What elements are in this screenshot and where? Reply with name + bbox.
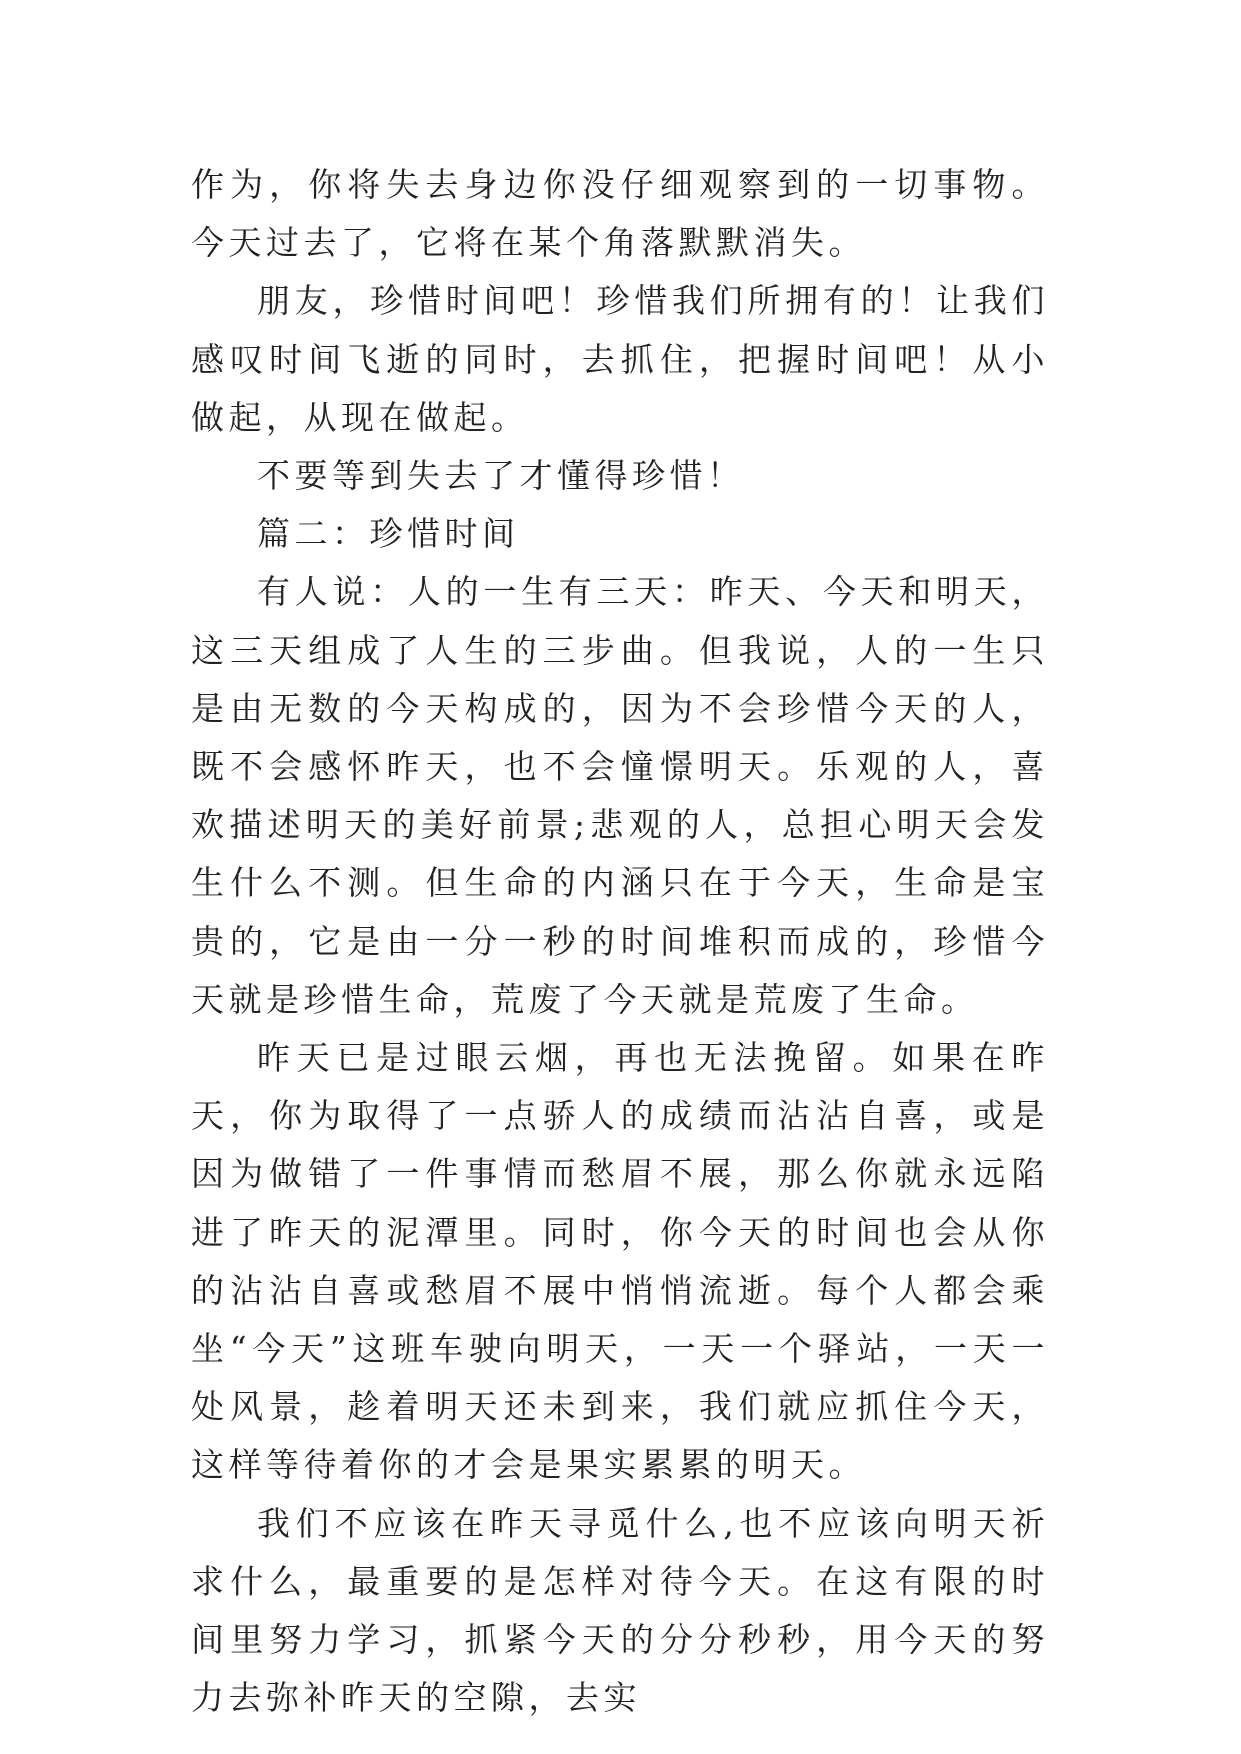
paragraph: 朋友，珍惜时间吧！珍惜我们所拥有的！让我们感叹时间飞逝的同时，去抓住，把握时间吧！从小做起，从现在做起。 [191,281,1049,437]
paragraph-continuation: 作为，你将失去身边你没仔细观察到的一切事物。今天过去了，它将在某个角落默默消失。 [191,165,1049,263]
paragraph: 不要等到失去了才懂得珍惜！ [257,456,745,496]
paragraph: 我们不应该在昨天寻觅什么,也不应该向明天祈求什么，最重要的是怎样对待今天。在这有限的时间里努力学习，抓紧今天的分分秒秒，用今天的努力去弥补昨天的空隙，去实 [191,1503,1049,1718]
paragraph: 有人说：人的一生有三天：昨天、今天和明天，这三天组成了人生的三步曲。但我说，人的一生只是由无数的今天构成的，因为不会珍惜今天的人，既不会感怀昨天，也不会憧憬明天。乐观的人，喜欢描述明天的美好前景;悲观的人，总担心明天会发生什么不测。但生命的内涵只在于今天，生命是宝贵的，它是由一分一秒的时间堆积而成的，珍惜今天就是珍惜生命，荒废了今天就是荒废了生命。 [191,572,1049,1019]
section-heading: 篇二：珍惜时间 [257,514,520,554]
document-body [191,156,1049,1727]
paragraph: 昨天已是过眼云烟，再也无法挽留。如果在昨天，你为取得了一点骄人的成绩而沾沾自喜，或是因为做错了一件事情而愁眉不展，那么你就永远陷进了昨天的泥潭里。同时，你今天的时间也会从你的沾沾自喜或愁眉不展中悄悄流逝。每个人都会乘坐“今天”这班车驶向明天，一天一个驿站，一天一处风景，趁着明天还未到来，我们就应抓住今天，这样等待着你的才会是果实累累的明天。 [191,1038,1049,1485]
